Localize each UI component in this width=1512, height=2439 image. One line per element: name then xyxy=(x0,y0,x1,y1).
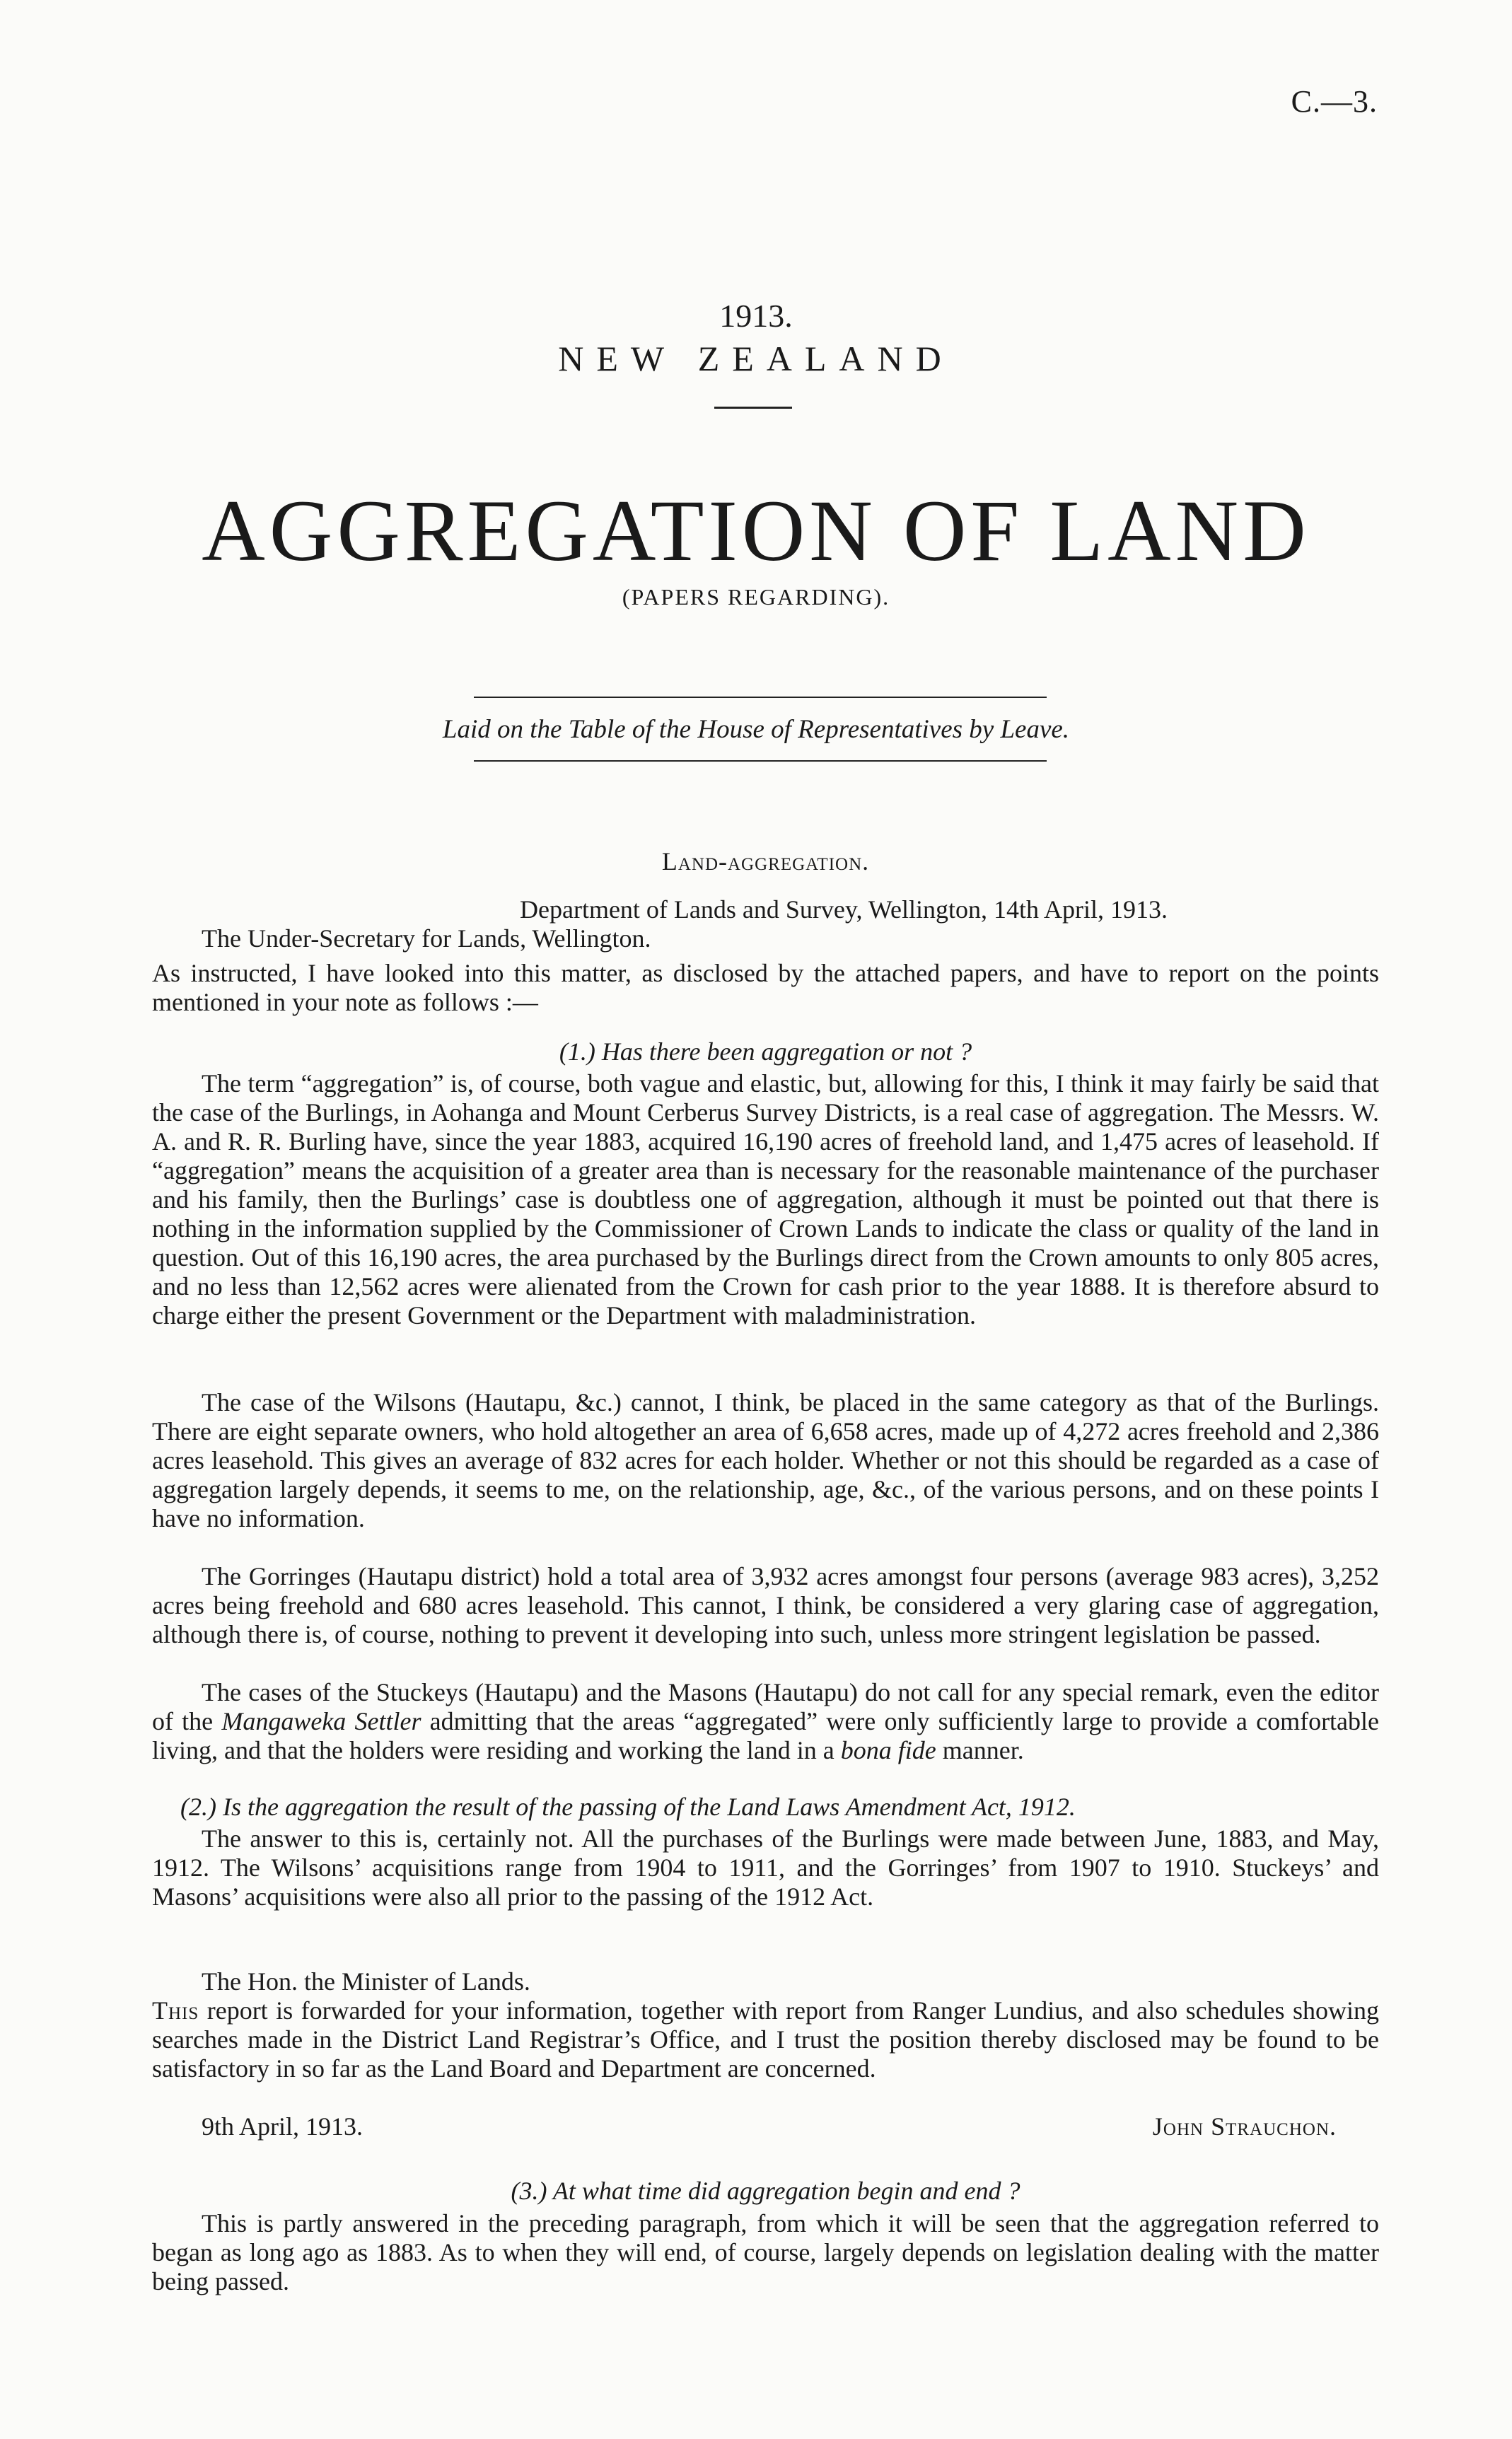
q1-p4-text-a: The cases of the Stuckeys (Hautapu) and the Masons (Hautapu) do not call for any special remark, even the editor of the xyxy=(152,1678,1379,1735)
q1-paragraph-stuckeys-masons xyxy=(152,1678,1379,1765)
memo-heading: Land-aggregation. xyxy=(661,847,870,875)
upper-rule xyxy=(474,697,1047,698)
department-line: Department of Lands and Survey, Wellington, 14th April, 1913. xyxy=(520,895,1168,924)
forward-lead-word: This xyxy=(152,1996,199,2025)
question-1-heading: (1.) Has there been aggregation or not ? xyxy=(559,1037,972,1066)
newspaper-title: Mangaweka Settler xyxy=(221,1707,421,1735)
q2-paragraph: The answer to this is, certainly not. All the purchases of the Burlings were made between June, 1883, and May, 1912. The Wilsons’ acquisitions range from 1904 to 1911, and the Gorringes’ from 1907 to 1910. Stuckeys’ and Masons’ acquisitions were also all prior to the passing of the 1912 Act. xyxy=(152,1824,1379,1911)
bona-fide-phrase: bona fide xyxy=(840,1736,936,1764)
page-title: AGGREGATION OF LAND xyxy=(202,482,1310,579)
q3-paragraph: This is partly answered in the preceding paragraph, from which it will be seen that the aggregation referred to began as long ago as 1883. As to when they will end, of course, largely depends on legislation dealing with the matter being passed. xyxy=(152,2209,1379,2295)
q1-p4-text-c: manner. xyxy=(936,1736,1024,1764)
addressee: The Under-Secretary for Lands, Wellington. xyxy=(202,924,651,953)
q1-paragraph-gorringes: The Gorringes (Hautapu district) hold a total area of 3,932 acres amongst four persons (average 983 acres), 3,252 acres being freehold and 680 acres leasehold. This cannot, I think, be considered a very glaring case of aggregation, although there is, of course, nothing to prevent it developing into such, unless more stringent legislation be passed. xyxy=(152,1562,1379,1648)
forwarding-paragraph xyxy=(152,1996,1379,2083)
signature-row xyxy=(152,2112,1379,2141)
page-reference: C.—3. xyxy=(1291,84,1378,119)
signature: John Strauchon. xyxy=(1152,2112,1337,2141)
minister-addressee: The Hon. the Minister of Lands. xyxy=(202,1967,530,1996)
lower-rule xyxy=(474,760,1047,762)
title-divider xyxy=(714,407,792,409)
q1-paragraph-burlings: The term “aggregation” is, of course, both vague and elastic, but, allowing for this, I think it may fairly be said that the case of the Burlings, in Aohanga and Mount Cerberus Survey Districts, is a real case of aggregation. The Messrs. W. A. and R. R. Burling have, since the year 1883, acquired 16,190 acres of freehold land, and 1,475 acres of leasehold. If “aggregation” means the acquisition of a greater area than is necessary for the reasonable maintenance of the purchaser and his family, then the Burlings’ case is doubtless one of aggregation, although it must be pointed out that there is nothing in the information supplied by the Commissioner of Crown Lands to indicate the class or quality of the land in question. Out of this 16,190 acres, the area purchased by the Burlings direct from the Crown amounts to only 805 acres, and no less than 12,562 acres were alienated from the Crown for cash prior to the year 1888. It is therefore absurd to charge either the present Government or the Department with maladministration. xyxy=(152,1069,1379,1329)
q1-paragraph-wilsons: The case of the Wilsons (Hautapu, &c.) cannot, I think, be placed in the same category as that of the Burlings. There are eight separate owners, who hold altogether an area of 6,658 acres, made up of 4,272 acres freehold and 2,386 acres leasehold. This gives an average of 832 acres for each holder. Whether or not this should be regarded as a case of aggregation largely depends, it seems to me, on the relationship, age, &c., of the various persons, and on these points I have no information. xyxy=(152,1388,1379,1532)
memo-date: 9th April, 1913. xyxy=(202,2112,364,2141)
intro-paragraph: As instructed, I have looked into this matter, as disclosed by the attached papers, and have to report on the points mentioned in your note as follows :— xyxy=(152,959,1379,1016)
q1-p4-text-b: admitting that the areas “aggregated” were only sufficiently large to provide a comfortable living, and that the holders were residing and working the land in a xyxy=(152,1707,1380,1764)
laid-on-table-notice: Laid on the Table of the House of Representatives by Leave. xyxy=(442,715,1070,744)
document-year: 1913. xyxy=(719,298,793,334)
question-3-heading: (3.) At what time did aggregation begin and end ? xyxy=(511,2177,1020,2205)
page-subtitle: (PAPERS REGARDING). xyxy=(622,584,890,610)
question-2-heading: (2.) Is the aggregation the result of the passing of the Land Laws Amendment Act, 1912. xyxy=(180,1793,1076,1821)
forward-text: report is forwarded for your information, together with report from Ranger Lundius, and also schedules showing searches made in the District Land Registrar’s Office, and I trust the position thereby disclosed may be found to be satisfactory in so far as the Land Board and Department are concerned. xyxy=(152,1996,1379,2083)
country-heading: NEW ZEALAND xyxy=(558,339,954,378)
